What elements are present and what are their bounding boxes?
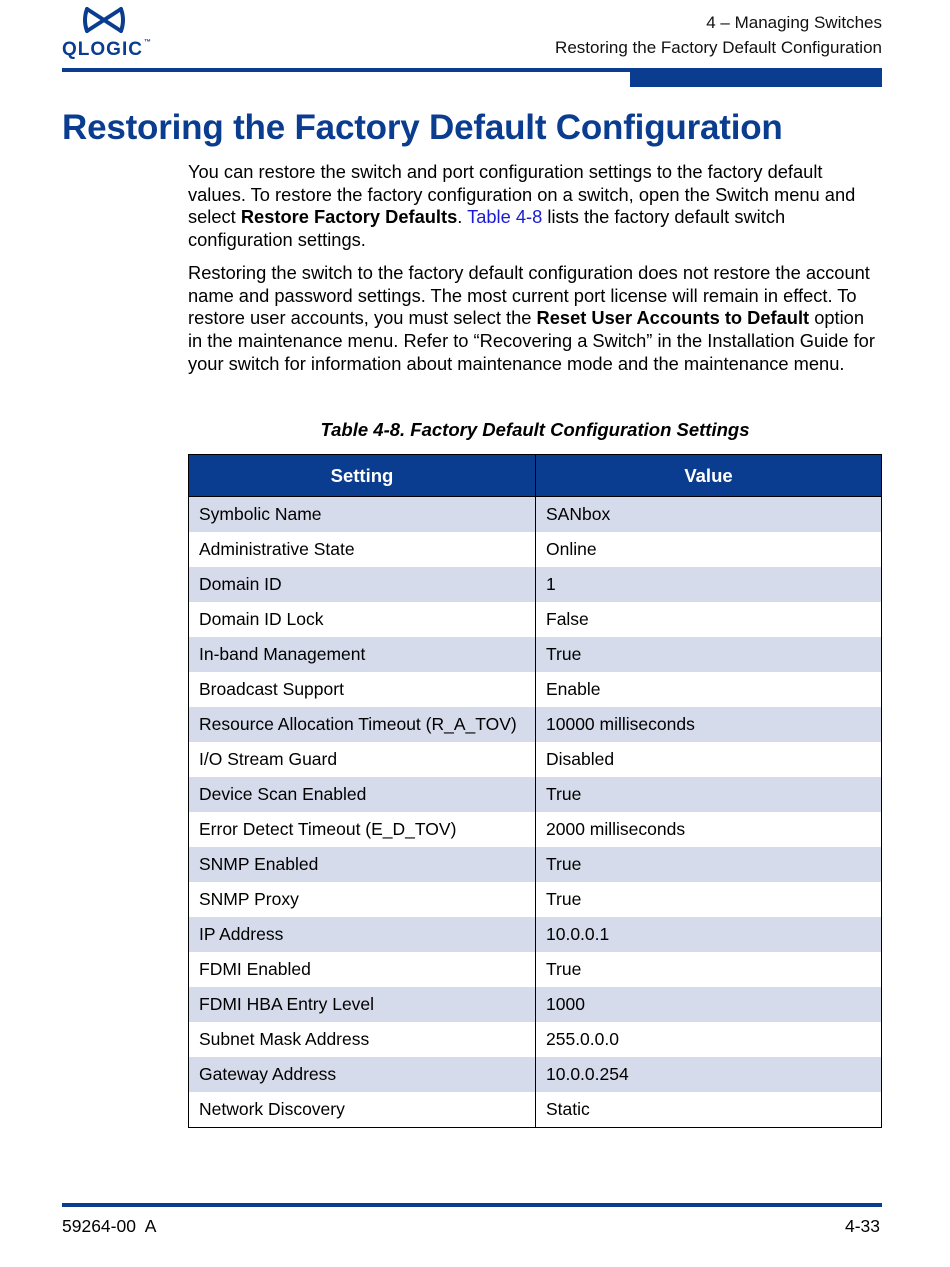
value-cell: 10.0.0.254 [536,1057,882,1092]
table-row [189,987,882,1022]
reset-user-accounts-term: Reset User Accounts to Default [536,307,810,329]
value-cell: Static [536,1092,882,1128]
value-cell: True [536,847,882,882]
setting-cell: Subnet Mask Address [189,1022,536,1057]
value-cell: True [536,882,882,917]
header-chapter: 4 – Managing Switches [706,13,882,32]
value-cell: True [536,777,882,812]
setting-cell: FDMI Enabled [189,952,536,987]
table-row [189,707,882,742]
accounts-paragraph: Restoring the switch to the factory default configuration does not restore the account name and password settings. The most current port license will remain in effect. To restore user accounts, you must select the Reset User Accounts to Default option in the maintenance menu. Refer to “Recovering a Switch” in the Installation Guide for your switch for information about maintenance mode and the maintenance menu. [188,262,875,374]
table-4-8-link[interactable]: Table 4-8 [467,206,543,228]
value-cell: False [536,602,882,637]
table-header-row [189,455,882,497]
setting-cell: SNMP Proxy [189,882,536,917]
header-section: Restoring the Factory Default Configuration [555,38,882,57]
setting-cell: Domain ID [189,567,536,602]
value-cell: 255.0.0.0 [536,1022,882,1057]
value-cell: 1 [536,567,882,602]
setting-cell: Resource Allocation Timeout (R_A_TOV) [189,707,536,742]
setting-cell: In-band Management [189,637,536,672]
table-row [189,672,882,707]
value-cell: 10.0.0.1 [536,917,882,952]
setting-cell: IP Address [189,917,536,952]
table-row [189,532,882,567]
table-row [189,602,882,637]
setting-cell: Gateway Address [189,1057,536,1092]
table-caption: Table 4-8. Factory Default Configuration Settings [320,419,750,440]
table-row [189,882,882,917]
setting-cell: SNMP Enabled [189,847,536,882]
table-row [189,497,882,533]
page-title: Restoring the Factory Default Configuration [62,108,783,147]
factory-defaults-table [188,454,882,1128]
qlogic-wordmark: QLOGIC™ [62,39,151,60]
document-number: 59264-00 A [62,1216,157,1236]
value-cell: True [536,637,882,672]
setting-cell: Network Discovery [189,1092,536,1128]
table-row [189,637,882,672]
table-row [189,1092,882,1128]
table-row [189,1022,882,1057]
table-row [189,917,882,952]
setting-column-header: Setting [189,455,536,497]
table-row [189,567,882,602]
value-cell: Enable [536,672,882,707]
table-row [189,1057,882,1092]
setting-cell: FDMI HBA Entry Level [189,987,536,1022]
intro-paragraph: You can restore the switch and port configuration settings to the factory default values. To restore the factory configuration on a switch, open the Switch menu and select Restore Factory Defaults. Table 4-8 lists the factory default switch configuration settings. [188,161,856,251]
restore-factory-defaults-term: Restore Factory Defaults [240,206,458,228]
header-rule-block [630,68,882,87]
value-cell: 1000 [536,987,882,1022]
qlogic-logo [62,6,152,62]
value-cell: SANbox [536,497,882,533]
setting-cell: Administrative State [189,532,536,567]
table-row [189,952,882,987]
value-column-header: Value [536,455,882,497]
setting-cell: Broadcast Support [189,672,536,707]
value-cell: 10000 milliseconds [536,707,882,742]
setting-cell: Domain ID Lock [189,602,536,637]
value-cell: 2000 milliseconds [536,812,882,847]
setting-cell: Device Scan Enabled [189,777,536,812]
footer-rule [62,1203,882,1207]
table-row [189,812,882,847]
setting-cell: I/O Stream Guard [189,742,536,777]
value-cell: True [536,952,882,987]
value-cell: Online [536,532,882,567]
qlogic-x-logo-icon [82,6,126,34]
page-number: 4-33 [844,1216,880,1236]
table-row [189,777,882,812]
setting-cell: Symbolic Name [189,497,536,533]
table-row [189,847,882,882]
table-row [189,742,882,777]
setting-cell: Error Detect Timeout (E_D_TOV) [189,812,536,847]
value-cell: Disabled [536,742,882,777]
running-header [555,10,882,60]
